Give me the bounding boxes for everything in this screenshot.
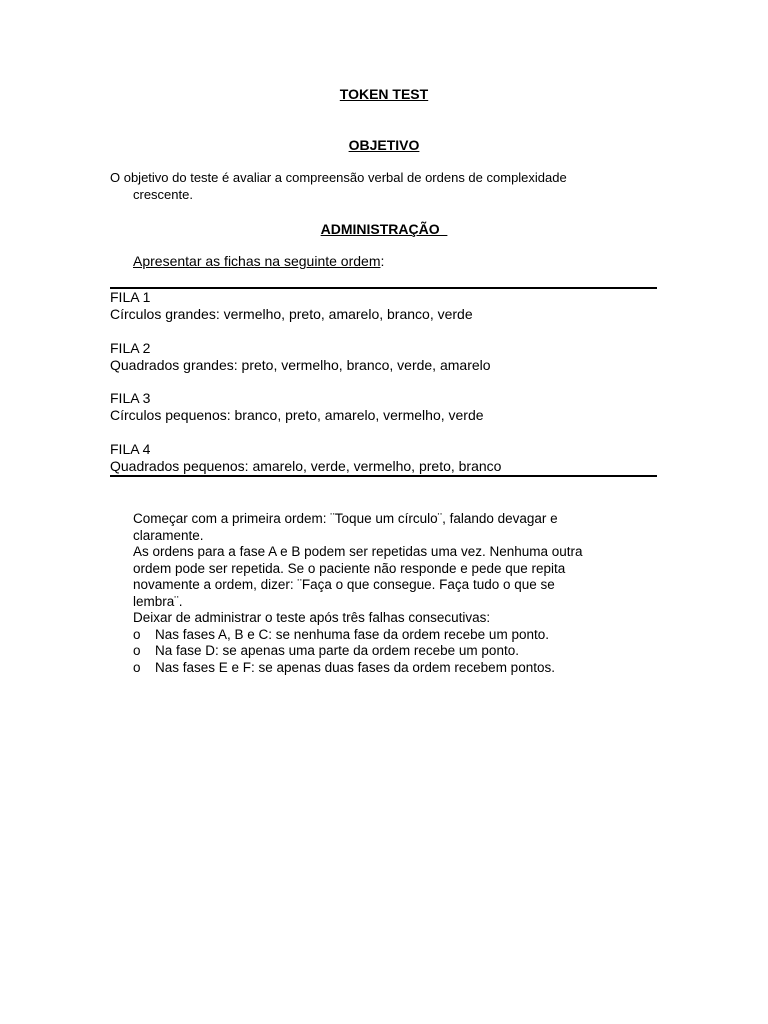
document-title: TOKEN TEST (339, 86, 429, 102)
objetivo-text-line2: crescente. (133, 187, 193, 202)
fila-label: FILA 4 (110, 441, 151, 457)
instruction-line: Deixar de administrar o teste após três falhas consecutivas: (133, 610, 491, 625)
fila-items: Círculos grandes: vermelho, preto, amarelo, branco, verde (110, 306, 473, 322)
fila-block-4 (110, 441, 670, 475)
list-item (133, 660, 633, 677)
objetivo-text (110, 169, 657, 203)
fila-items: Quadrados grandes: preto, vermelho, branco, verde, amarelo (110, 357, 491, 373)
list-item (133, 627, 633, 644)
objetivo-heading: OBJETIVO (348, 137, 420, 153)
intro-underlined-text: Apresentar as fichas na seguinte ordem (133, 253, 381, 269)
fila-block-1 (110, 289, 670, 323)
fila-block-3 (110, 390, 670, 424)
fila-label: FILA 3 (110, 390, 151, 406)
fila-block-2 (110, 340, 670, 374)
instruction-line: As ordens para a fase A e B podem ser repetidas uma vez. Nenhuma outra (133, 544, 583, 559)
bullet-marker: o (133, 643, 141, 658)
administracao-heading: ADMINISTRAÇÃO (320, 221, 448, 237)
administracao-intro (133, 253, 384, 269)
fila-items: Círculos pequenos: branco, preto, amarelo, vermelho, verde (110, 407, 484, 423)
fila-items: Quadrados pequenos: amarelo, verde, vermelho, preto, branco (110, 458, 502, 474)
list-item-text: Nas fases E e F: se apenas duas fases da ordem recebem pontos. (155, 659, 555, 675)
fila-label: FILA 2 (110, 340, 151, 356)
instruction-line: lembra¨. (133, 593, 183, 609)
instruction-line: claramente. (133, 527, 204, 543)
instruction-line: ordem pode ser repetida. Se o paciente não responde e pede que repita (133, 560, 566, 576)
instruction-line: Começar com a primeira ordem: ¨Toque um círculo¨, falando devagar e (133, 511, 558, 526)
intro-suffix: : (380, 253, 385, 269)
fila-label: FILA 1 (110, 289, 151, 305)
instruction-line: novamente a ordem, dizer: ¨Faça o que consegue. Faça tudo o que se (133, 577, 555, 592)
objetivo-text-line1: O objetivo do teste é avaliar a compreensão verbal de ordens de complexidade (110, 170, 567, 185)
bullet-marker: o (133, 659, 141, 675)
list-item-text: Na fase D: se apenas uma parte da ordem recebe um ponto. (155, 643, 519, 658)
list-item (133, 643, 633, 660)
instructions-block (133, 511, 633, 676)
list-item-text: Nas fases A, B e C: se nenhuma fase da ordem recebe um ponto. (155, 626, 549, 642)
bottom-divider (110, 475, 657, 477)
bullet-marker: o (133, 626, 141, 642)
